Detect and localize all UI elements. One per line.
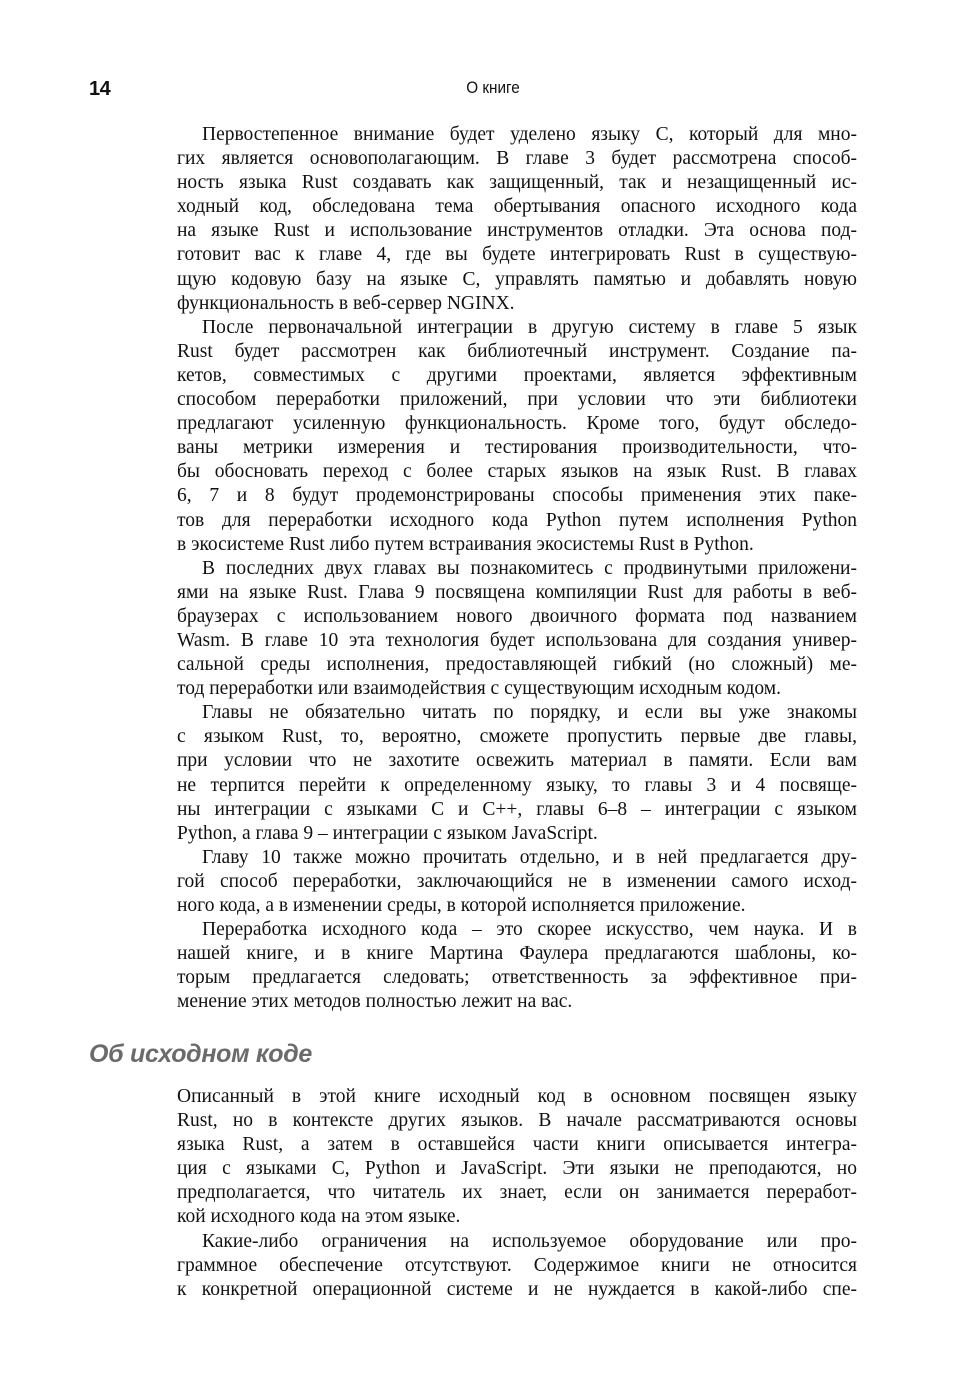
text-line: способом переработки приложений, при условии что эти библиотеки: [177, 389, 857, 411]
text-line: ного кода, а в изменении среды, в которой исполняется приложение.: [177, 895, 746, 916]
text-line: гих является основополагающим. В главе 3 будет рассмотрена способ-: [177, 148, 857, 170]
text-line: ность языка Rust создавать как защищенный, так и незащищенный ис-: [177, 172, 857, 194]
text-line: предлагают усиленную функциональность. Кроме того, будут обследо-: [177, 413, 857, 435]
text-line: с языком Rust, то, вероятно, сможете пропустить первые две главы,: [177, 726, 857, 748]
page-number: 14: [89, 78, 111, 100]
text-line: Первостепенное внимание будет уделено языку C, который для мно-: [202, 124, 857, 145]
text-line: кетов, совместимых с другими проектами, является эффективным: [177, 364, 857, 386]
running-header: О книге: [466, 78, 520, 97]
text-line: в экосистеме Rust либо путем встраивания экосистемы Rust в Python.: [177, 533, 754, 555]
text-line: на языке Rust и использование инструментов отладки. Эта основа под-: [177, 220, 857, 242]
text-line: ция с языками C, Python и JavaScript. Эти языки не преподаются, но: [177, 1158, 857, 1180]
text-line: браузерах с использованием нового двоичного формата под названием: [177, 605, 857, 627]
section-heading: Об исходном коде: [89, 1040, 313, 1068]
text-line: В последних двух главах вы познакомитесь с продвинутыми приложени-: [202, 557, 857, 579]
paragraph: [177, 316, 857, 557]
text-line: менение этих методов полностью лежит на вас.: [177, 991, 573, 1013]
text-line: Python, а глава 9 – интеграции с языком JavaScript.: [177, 822, 598, 844]
paragraph: [177, 123, 857, 316]
text-line: гой способ переработки, заключающийся не в изменении самого исход-: [177, 870, 857, 892]
text-line: граммное обеспечение отсутствуют. Содержимое книги не относится: [177, 1254, 857, 1276]
paragraph: [177, 1230, 857, 1302]
text-line: не терпится перейти к определенному языку, то главы 3 и 4 посвяще-: [177, 774, 857, 796]
text-line: Описанный в этой книге исходный код в основном посвящен языку: [177, 1086, 857, 1107]
section-text-block: [177, 1085, 857, 1302]
text-line: торым предлагается следовать; ответственность за эффективное при-: [177, 967, 857, 989]
paragraph: [177, 846, 857, 918]
text-line: предполагается, что читатель их знает, если он занимается переработ-: [177, 1182, 857, 1204]
text-line: Какие-либо ограничения на используемое оборудование или про-: [202, 1230, 857, 1252]
text-line: бы обосновать переход с более старых языков на язык Rust. В главах: [177, 461, 857, 483]
text-line: тод переработки или взаимодействия с существующим исходным кодом.: [177, 678, 781, 700]
text-line: Rust, но в контексте других языков. В начале рассматриваются основы: [177, 1110, 857, 1132]
paragraph: [177, 1085, 857, 1230]
text-line: Главу 10 также можно прочитать отдельно, и в ней предлагается дру-: [202, 846, 857, 868]
text-line: ваны метрики измерения и тестирования производительности, что-: [177, 437, 857, 459]
text-line: при условии что не захотите освежить материал в памяти. Если вам: [177, 750, 857, 772]
text-line: функциональность в веб-сервер NGINX.: [177, 292, 515, 314]
text-line: 6, 7 и 8 будут продемонстрированы способы применения этих паке-: [177, 485, 857, 507]
text-line: Главы не обязательно читать по порядку, и если вы уже знакомы: [202, 702, 857, 724]
text-line: щую кодовую базу на языке C, управлять памятью и добавлять новую: [177, 268, 857, 290]
text-line: ходный код, обследована тема обертывания опасного исходного кода: [177, 196, 857, 218]
text-line: Rust будет рассмотрен как библиотечный инструмент. Создание па-: [177, 340, 857, 362]
text-line: нашей книге, и в книге Мартина Фаулера предлагаются шаблоны, ко-: [177, 943, 857, 965]
paragraph: [177, 701, 857, 846]
paragraph: [177, 918, 857, 1014]
text-line: Переработка исходного кода – это скорее искусство, чем наука. И в: [202, 919, 857, 941]
text-line: готовит вас к главе 4, где вы будете интегрировать Rust в существую-: [177, 244, 857, 266]
text-line: к конкретной операционной системе и не нуждается в какой-либо спе-: [177, 1278, 857, 1300]
text-line: ями на языке Rust. Глава 9 посвящена компиляции Rust для работы в веб-: [177, 581, 857, 603]
text-line: сальной среды исполнения, предоставляющей гибкий (но сложный) ме-: [177, 654, 857, 676]
intro-text-block: [177, 123, 857, 1014]
text-line: ны интеграции с языками C и C++, главы 6–8 – интеграции с языком: [177, 798, 857, 820]
text-line: После первоначальной интеграции в другую систему в главе 5 язык: [202, 316, 857, 338]
text-line: тов для переработки исходного кода Python путем исполнения Python: [177, 509, 857, 531]
text-line: языка Rust, а затем в оставшейся части книги описывается интегра-: [177, 1134, 857, 1156]
paragraph: [177, 557, 857, 702]
text-line: кой исходного кода на этом языке.: [177, 1206, 461, 1228]
text-line: Wasm. В главе 10 эта технология будет использована для создания универ-: [177, 629, 857, 651]
